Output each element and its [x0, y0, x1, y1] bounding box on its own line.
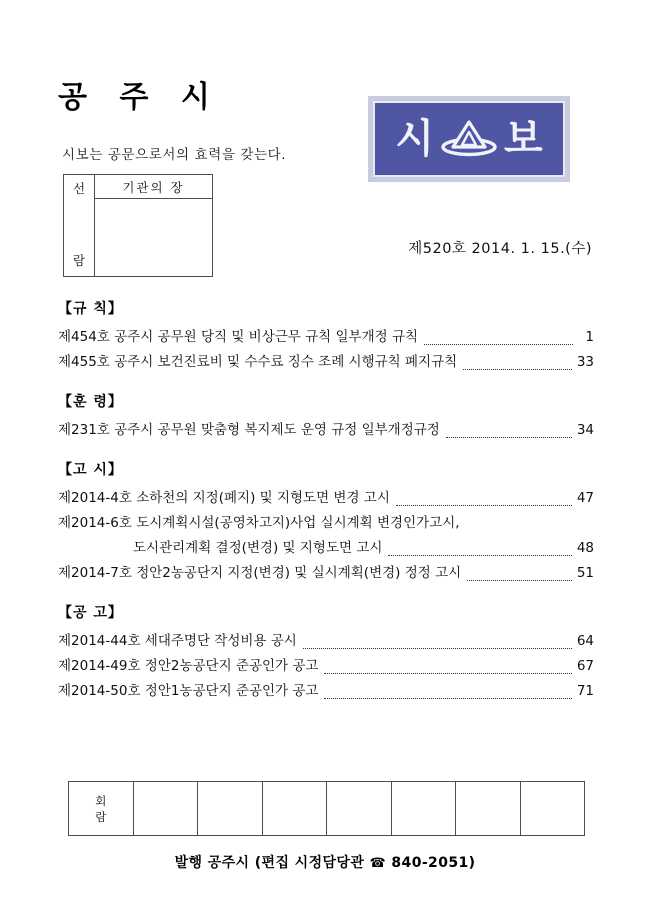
- circulation-cell-empty: [263, 782, 328, 835]
- circulation-table: [68, 781, 585, 836]
- toc-entry-page-number: 33: [576, 354, 594, 370]
- approval-label-top: 선: [72, 181, 86, 196]
- toc-entry[interactable]: [58, 350, 594, 375]
- toc-entry-leader: [396, 504, 572, 506]
- toc-entry[interactable]: [58, 325, 594, 350]
- toc-entry[interactable]: [58, 418, 594, 443]
- toc-entry-text: 제455호 공주시 보건진료비 및 수수료 징수 조례 시행규칙 폐지규칙: [58, 354, 458, 370]
- toc-entry-text: 제2014-4호 소하천의 지정(폐지) 및 지형도면 변경 고시: [58, 490, 390, 506]
- toc-section: [58, 459, 594, 586]
- approval-label-bottom: 람: [72, 252, 86, 268]
- toc-entry-page-number: 64: [576, 633, 594, 649]
- toc-entry-text: 도시관리계획 결정(변경) 및 지형도면 고시: [133, 540, 383, 556]
- circulation-cell-empty: [198, 782, 263, 835]
- sibo-logo: [368, 96, 570, 182]
- footer-publisher: [0, 852, 650, 872]
- toc-entry-page-number: 48: [576, 540, 594, 556]
- circulation-cell-empty: [392, 782, 457, 835]
- toc-section: [58, 298, 594, 375]
- phone-icon: ☎: [369, 856, 387, 871]
- toc-entry-page-number: 47: [576, 490, 594, 506]
- toc-entry-leader: [466, 530, 573, 531]
- toc-section-title: 【훈 령】: [58, 394, 123, 410]
- circulation-cell-empty: [327, 782, 392, 835]
- table-of-contents: [58, 298, 594, 720]
- toc-entry-text: 제2014-7호 정안2농공단지 지정(변경) 및 실시계획(변경) 정정 고시: [58, 565, 462, 581]
- toc-entry-leader: [467, 579, 572, 581]
- footer-prefix: 발행 공주시 (편집 시정담당관: [174, 855, 370, 871]
- toc-entry-leader: [303, 647, 572, 649]
- issue-number-date: 제520호 2014. 1. 15.(수): [408, 241, 592, 257]
- approval-table-signature-area: [95, 199, 212, 276]
- approval-table-header: 기관의 장: [95, 175, 212, 199]
- circulation-cell-empty: [134, 782, 199, 835]
- toc-entry[interactable]: [58, 679, 594, 704]
- approval-table: [63, 174, 213, 277]
- circulation-cell-empty: [521, 782, 585, 835]
- approval-table-right-column: [95, 175, 212, 276]
- toc-section-title: 【고 시】: [58, 462, 123, 478]
- toc-entry-leader: [388, 554, 571, 556]
- sibo-logo-char-bo: 보: [504, 116, 543, 162]
- toc-entry-text: 제2014-49호 정안2농공단지 준공인가 공고: [58, 658, 319, 674]
- sibo-logo-char-si: 시: [395, 116, 434, 162]
- toc-entry-page-number: 1: [585, 329, 594, 345]
- circulation-cell-empty: [456, 782, 521, 835]
- sibo-logo-panel: [373, 101, 565, 177]
- page-title: 공 주 시: [58, 80, 221, 115]
- toc-entry-leader: [324, 697, 571, 699]
- toc-entry-page-number: 51: [576, 565, 594, 581]
- toc-section-title: 【규 칙】: [58, 301, 123, 317]
- toc-entry-page-number: 67: [576, 658, 594, 674]
- approval-table-left-column: [64, 175, 95, 276]
- circulation-label-top: 회: [95, 793, 107, 808]
- toc-entry-leader: [463, 368, 572, 370]
- toc-entry[interactable]: [58, 511, 594, 536]
- mountain-water-emblem-icon: [440, 116, 498, 162]
- toc-section: [58, 602, 594, 704]
- toc-entry-leader: [446, 436, 572, 438]
- circulation-cell-label: [69, 782, 134, 835]
- toc-section-title: 【공 고】: [58, 605, 123, 621]
- toc-entry-page-number: 34: [576, 422, 594, 438]
- toc-entry-text: 제2014-44호 세대주명단 작성비용 공시: [58, 633, 297, 649]
- toc-section: [58, 391, 594, 443]
- toc-entry[interactable]: [58, 629, 594, 654]
- toc-entry[interactable]: [58, 486, 594, 511]
- toc-entry-text: 제2014-50호 정안1농공단지 준공인가 공고: [58, 683, 319, 699]
- toc-entry-text: 제454호 공주시 공무원 당직 및 비상근무 규칙 일부개정 규칙: [58, 329, 419, 345]
- toc-entry-text: 제231호 공주시 공무원 맞춤형 복지제도 운영 규정 일부개정규정: [58, 422, 440, 438]
- circulation-label-bottom: 람: [95, 809, 107, 824]
- legal-effect-note: 시보는 공문으로서의 효력을 갖는다.: [62, 147, 287, 163]
- toc-entry-text: 제2014-6호 도시계획시설(공영차고지)사업 실시계획 변경인가고시,: [58, 515, 460, 531]
- toc-entry[interactable]: [58, 561, 594, 586]
- toc-entry-page-number: 71: [576, 683, 594, 699]
- toc-entry[interactable]: [58, 654, 594, 679]
- toc-entry[interactable]: [58, 536, 594, 561]
- footer-phone: 840-2051): [386, 855, 476, 871]
- toc-entry-leader: [324, 672, 571, 674]
- toc-entry-leader: [424, 343, 573, 345]
